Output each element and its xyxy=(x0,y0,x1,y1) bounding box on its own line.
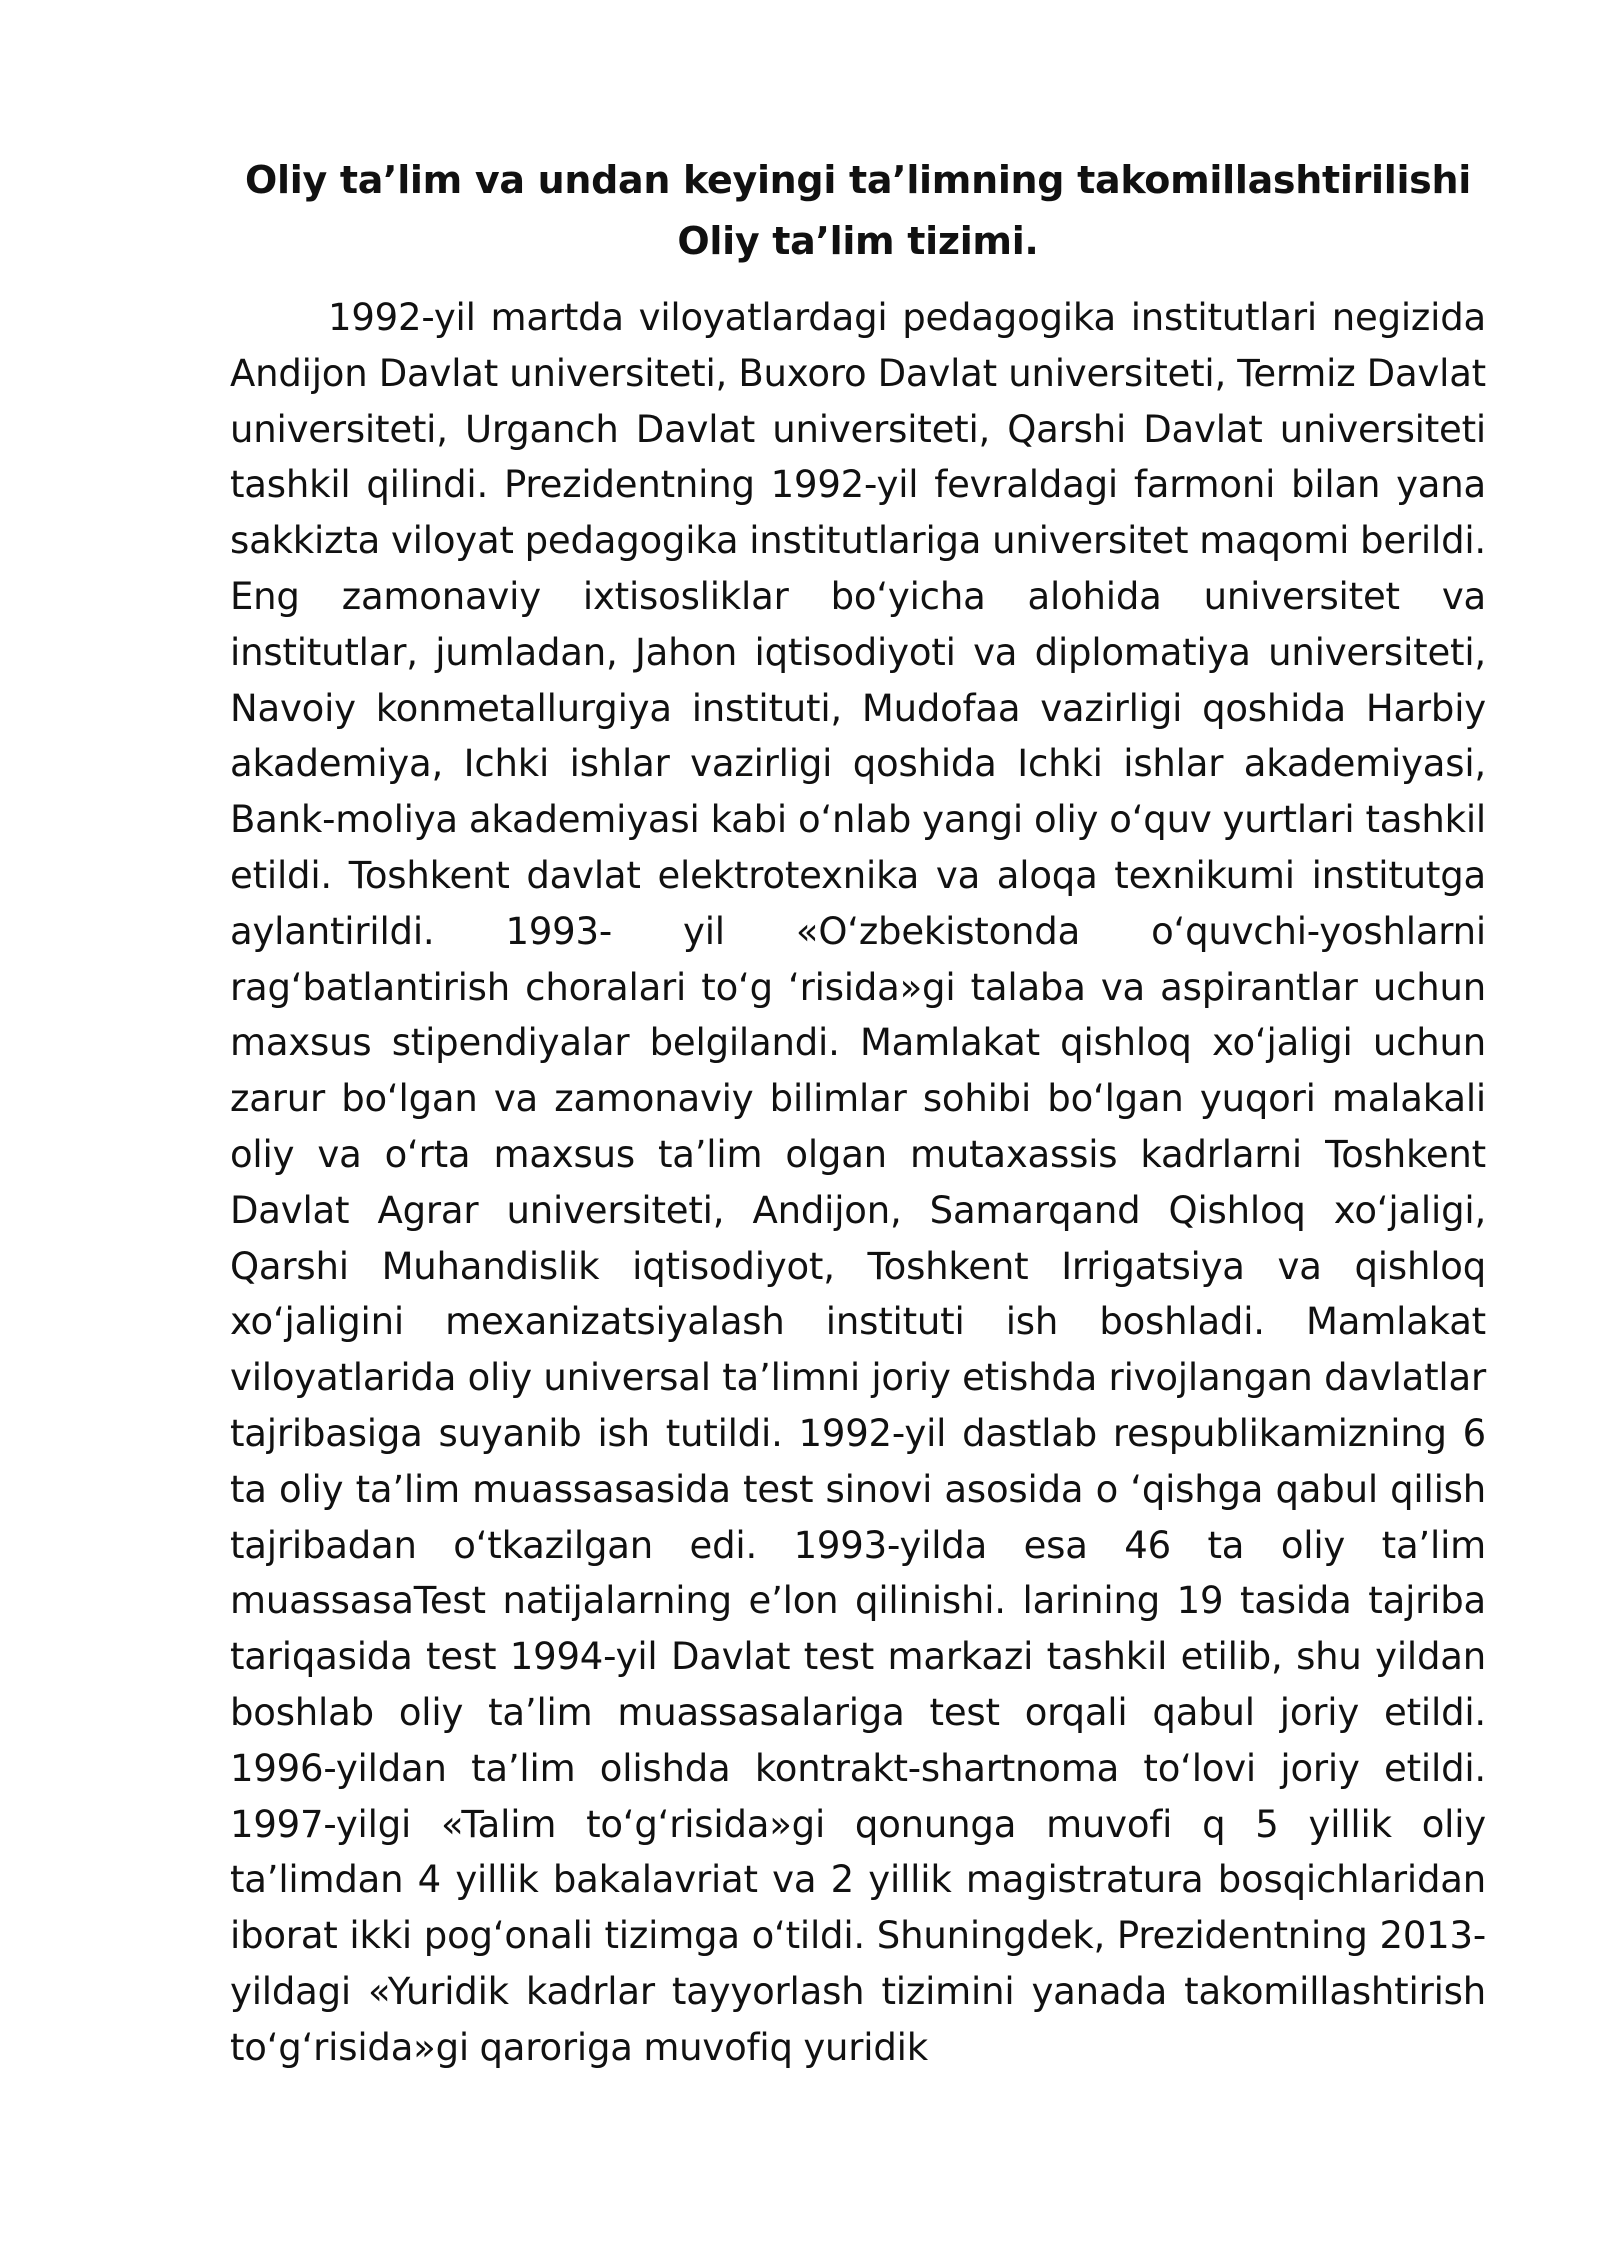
document-body-paragraph: 1992-yil martda viloyatlardagi pedagogika institutlari negizida Andijon Davlat universiteti, Buxoro Davlat universiteti, Termiz Davlat universiteti, Urganch Davlat universiteti, Qarshi Davlat universiteti tashkil qilindi. Prezidentning 1992-yil fevraldagi farmoni bilan yana sakkizta viloyat pedagogika institutlariga universitet maqomi berildi. Eng zamonaviy ixtisosliklar bo‘yicha alohida universitet va institutlar, jumladan, Jahon iqtisodiyoti va diplomatiya universiteti, Navoiy konmetallurgiya instituti, Mudofaa vazirligi qoshida Harbiy akademiya, Ichki ishlar vazirligi qoshida Ichki ishlar akademiyasi, Bank-moliya akademiyasi kabi o‘nlab yangi oliy o‘quv yurtlari tashkil etildi. Toshkent davlat elektrotexnika va aloqa texnikumi institutga aylantirildi. 1993- yil «O‘zbekistonda o‘quvchi-yoshlarni rag‘batlantirish choralari to‘g ‘risida»gi talaba va aspirantlar uchun maxsus stipendiyalar belgilandi. Mamlakat qishloq xo‘jaligi uchun zarur bo‘lgan va zamonaviy bilimlar sohibi bo‘lgan yuqori malakali oliy va o‘rta maxsus ta’lim olgan mutaxassis kadrlarni Toshkent Davlat Agrar universiteti, Andijon, Samarqand Qishloq xo‘jaligi, Qarshi Muhandislik iqtisodiyot, Toshkent Irrigatsiya va qishloq xo‘jaligini mexanizatsiyalash instituti ish boshladi. Mamlakat viloyatlarida oliy universal ta’limni joriy etishda rivojlangan davlatlar tajribasiga suyanib ish tutildi. 1992-yil dastlab respublikamizning 6 ta oliy ta’lim muassasasida test sinovi asosida o ‘qishga qabul qilish tajribadan o‘tkazilgan edi. 1993-yilda esa 46 ta oliy ta’lim muassasaTest natijalarning e’lon qilinishi. larining 19 tasida tajriba tariqasida test 1994-yil Davlat test markazi tashkil etilib, shu yildan boshlab oliy ta’lim muassasalariga test orqali qabul joriy etildi. 1996-yildan ta’lim olishda kontrakt-shartnoma to‘lovi joriy etildi. 1997-yilgi «Talim to‘g‘risida»gi qonunga muvofi q 5 yillik oliy ta’limdan 4 yillik bakalavriat va 2 yillik magistratura bosqichlaridan iborat ikki pog‘onali tizimga o‘tildi. Shuningdek, Prezidentning 2013-yildagi «Yuridik kadrlar tayyorlash tizimini yanada takomillashtirish to‘g‘risida»gi qaroriga muvofiq yuridik xyxy=(230,296,1486,2069)
document-title: Oliy ta’lim va undan keyingi ta’limning takomillashtirilishi Oliy ta’lim tizimi. xyxy=(245,158,1471,263)
document-page xyxy=(230,150,1486,2076)
